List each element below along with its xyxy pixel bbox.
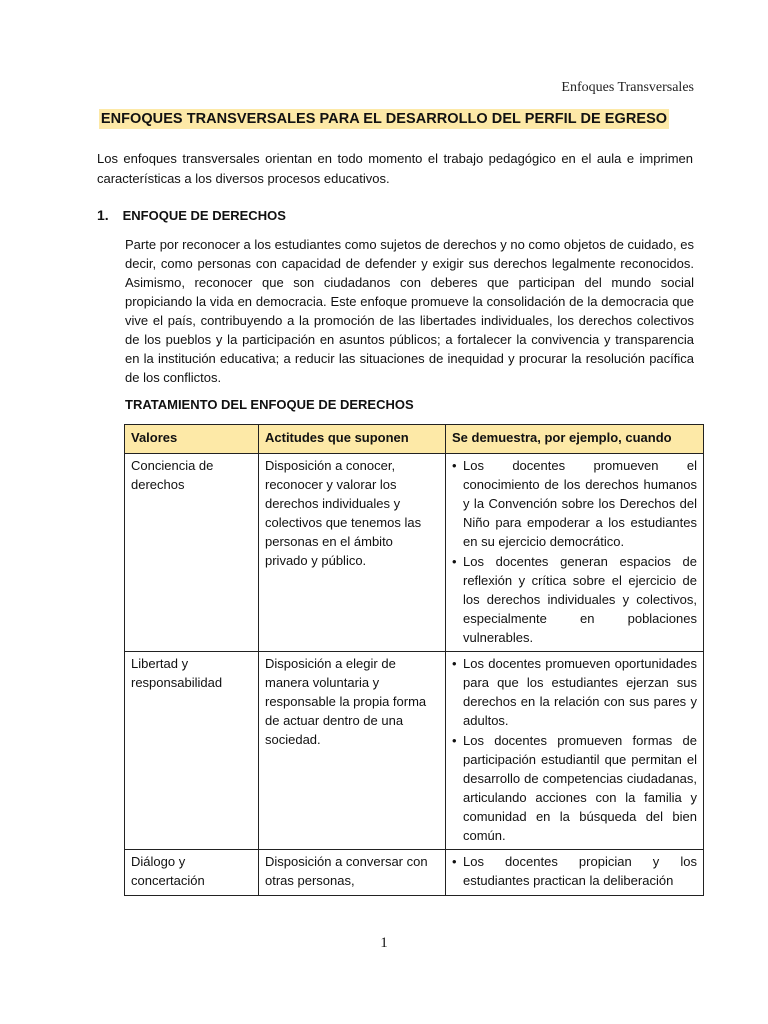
column-header-actitudes: Actitudes que suponen [259,425,446,454]
actitud-cell: Disposición a conocer, reconocer y valorar los derechos individuales y colectivos que tenemos las personas en el ámbito privado y público. [259,454,446,652]
treatment-table [124,424,704,896]
list-item: • Los docentes generan espacios de reflexión y crítica sobre el ejercicio de los derechos individuales y colectivos, especialmente en poblaciones vulnerables. [452,552,697,647]
valor-cell: Diálogo y concertación [125,850,259,896]
page-title-wrapper [0,109,768,129]
ejemplos-list [452,852,697,890]
section-heading [97,207,286,223]
ejemplos-cell [446,850,704,896]
valor-cell: Conciencia de derechos [125,454,259,652]
valor-cell: Libertad y responsabilidad [125,652,259,850]
section-body: Parte por reconocer a los estudiantes como sujetos de derechos y no como objetos de cuidado, es decir, como personas con capacidad de defender y exigir sus derechos legalmente reconocidos. Asimismo, reconocer que son ciudadanos con deberes que participan del mundo social propiciando la vida en democracia. Este enfoque promueve la consolidación de la democracia que vive el país, contribuyendo a la promoción de las libertades individuales, los derechos colectivos de los pueblos y la participación en asuntos públicos; a fortalecer la convivencia y transparencia en la institución educativa; a reducir las situaciones de inequidad y procurar la resolución pacífica de los conflictos. [125,237,694,385]
list-item: • Los docentes promueven el conocimiento de los derechos humanos y la Convención sobre los Derechos del Niño para empoderar a los estudiantes en su ejercicio democrático. [452,456,697,551]
column-header-ejemplos: Se demuestra, por ejemplo, cuando [446,425,704,454]
table-title: TRATAMIENTO DEL ENFOQUE DE DERECHOS [125,397,414,412]
page-number: 1 [380,935,388,951]
intro-paragraph: Los enfoques transversales orientan en todo momento el trabajo pedagógico en el aula e imprimen características a los diversos procesos educativos. [97,151,693,186]
list-item: • Los docentes promueven oportunidades para que los estudiantes ejerzan sus derechos en la relación con sus pares y adultos. [452,654,697,730]
list-item: • Los docentes promueven formas de participación estudiantil que permitan el desarrollo de competencias ciudadanas, articulando acciones con la familia y comunidad en la búsqueda del bien común. [452,731,697,845]
section-heading-text: ENFOQUE DE DERECHOS [122,208,286,223]
page-title: ENFOQUES TRANSVERSALES PARA EL DESARROLLO DEL PERFIL DE EGRESO [100,111,668,127]
table-row [125,850,704,896]
table-header-row [125,425,704,454]
table-row [125,454,704,652]
ejemplos-list [452,456,697,647]
list-item: • Los docentes propician y los estudiantes practican la deliberación [452,852,697,890]
running-header: Enfoques Transversales [561,80,694,95]
table-row [125,652,704,850]
ejemplos-cell [446,454,704,652]
ejemplos-cell [446,652,704,850]
column-header-valores: Valores [125,425,259,454]
section-number: 1. [97,207,109,223]
ejemplos-list [452,654,697,845]
actitud-cell: Disposición a elegir de manera voluntaria y responsable la propia forma de actuar dentro de una sociedad. [259,652,446,850]
actitud-cell: Disposición a conversar con otras personas, [259,850,446,896]
